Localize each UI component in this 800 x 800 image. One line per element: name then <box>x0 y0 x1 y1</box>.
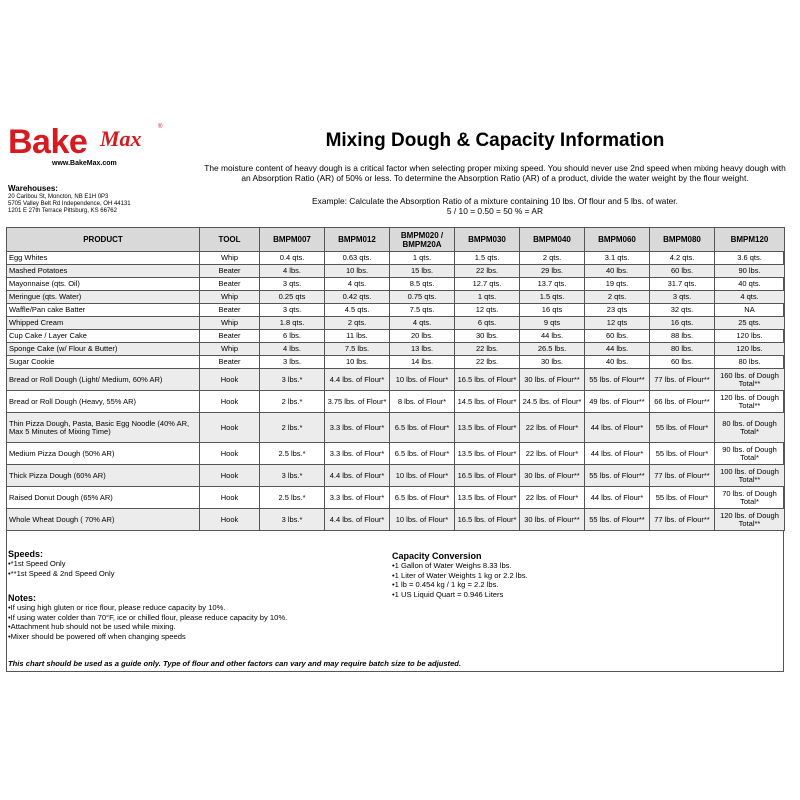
speed-item: •*1st Speed Only <box>8 559 66 568</box>
capacity-cell: 10 lbs. of Flour* <box>390 509 455 531</box>
product-cell: Sugar Cookie <box>7 356 200 369</box>
capacity-cell: 77 lbs. of Flour** <box>650 369 715 391</box>
capacity-cell: 6.5 lbs. of Flour* <box>390 487 455 509</box>
capacity-cell: 55 lbs. of Flour* <box>650 413 715 443</box>
note-item: •If using water colder than 70°F, ice or chilled flour, please reduce capacity by 10%. <box>8 612 288 622</box>
intro-text: The moisture content of heavy dough is a critical factor when selecting proper mixing speed. You should never use 2nd speed when mixing heavy dough with an Absorption Ratio (AR) of 50% or less. To determine the Absorption Ratio (AR) of a product, divide the water weight by the flour weight. <box>204 163 786 183</box>
table-row <box>7 291 785 304</box>
capacity-cell: 14 lbs. <box>390 356 455 369</box>
capacity-cell: 13.7 qts. <box>520 278 585 291</box>
logo-script: Max <box>100 126 142 151</box>
warehouse-line: 1201 E 27th Terrace Pittsburg, KS 66762 <box>8 208 117 214</box>
capacity-cell: 55 lbs. of Flour** <box>585 369 650 391</box>
capacity-cell: 44 lbs. <box>585 343 650 356</box>
tool-cell: Hook <box>200 413 260 443</box>
tool-cell: Hook <box>200 391 260 413</box>
capacity-cell: 100 lbs. of Dough Total** <box>715 465 785 487</box>
product-cell: Egg Whites <box>7 252 200 265</box>
capacity-cell: 3 lbs.* <box>260 465 325 487</box>
capacity-cell: 24.5 lbs. of Flour* <box>520 391 585 413</box>
capacity-cell: 2.5 lbs.* <box>260 443 325 465</box>
capacity-cell: 44 lbs. <box>520 330 585 343</box>
capacity-cell: 25 qts. <box>715 317 785 330</box>
capacity-cell: 30 lbs. of Flour** <box>520 369 585 391</box>
capacity-cell: 1.8 qts. <box>260 317 325 330</box>
tool-cell: Beater <box>200 278 260 291</box>
capacity-cell: 32 qts. <box>650 304 715 317</box>
note-item: •If using high gluten or rice flour, please reduce capacity by 10%. <box>8 603 226 612</box>
capacity-cell: 16 qts. <box>650 317 715 330</box>
example-line-1: Example: Calculate the Absorption Ratio of a mixture containing 10 lbs. Of flour and 5 lbs. of water. <box>312 196 678 206</box>
capacity-cell: 7.5 qts. <box>390 304 455 317</box>
capacity-cell: 6 qts. <box>455 317 520 330</box>
capacity-cell: 2 qts. <box>585 291 650 304</box>
capacity-cell: 9 qts <box>520 317 585 330</box>
column-header: BMPM080 <box>650 228 715 252</box>
capacity-cell: 3 qts. <box>260 304 325 317</box>
capacity-cell: 66 lbs. of Flour** <box>650 391 715 413</box>
capacity-cell: 70 lbs. of Dough Total* <box>715 487 785 509</box>
capacity-cell: 16 qts <box>520 304 585 317</box>
column-header: PRODUCT <box>7 228 200 252</box>
capacity-cell: 4.5 qts. <box>325 304 390 317</box>
column-header: BMPM020 / BMPM20A <box>390 228 455 252</box>
capacity-cell: 77 lbs. of Flour** <box>650 465 715 487</box>
capacity-cell: 44 lbs. of Flour* <box>585 413 650 443</box>
capacity-cell: 10 lbs. of Flour* <box>390 369 455 391</box>
column-header: BMPM030 <box>455 228 520 252</box>
capacity-cell: 7.5 lbs. <box>325 343 390 356</box>
capacity-cell: 40 lbs. <box>585 356 650 369</box>
table-row <box>7 413 785 443</box>
column-header: TOOL <box>200 228 260 252</box>
capacity-cell: 0.25 qts <box>260 291 325 304</box>
capacity-conversion-section <box>392 551 528 599</box>
capacity-cell: 2 qts. <box>325 317 390 330</box>
capacity-cell: 88 lbs. <box>650 330 715 343</box>
column-header: BMPM040 <box>520 228 585 252</box>
capacity-cell: 120 lbs. <box>715 330 785 343</box>
capacity-cell: 22 lbs. <box>455 356 520 369</box>
capacity-cell: 12.7 qts. <box>455 278 520 291</box>
table-row <box>7 443 785 465</box>
capacity-cell: 90 lbs. of Dough Total* <box>715 443 785 465</box>
capacity-cell: 10 lbs. of Flour* <box>390 465 455 487</box>
tool-cell: Hook <box>200 465 260 487</box>
capacity-cell: 0.4 qts. <box>260 252 325 265</box>
product-cell: Raised Donut Dough (65% AR) <box>7 487 200 509</box>
tool-cell: Hook <box>200 509 260 531</box>
notes-section <box>8 593 287 641</box>
capacity-cell: 3 lbs.* <box>260 509 325 531</box>
capacity-cell: 120 lbs. of Dough Total** <box>715 391 785 413</box>
capacity-cell: 44 lbs. of Flour* <box>585 443 650 465</box>
product-cell: Whipped Cream <box>7 317 200 330</box>
capacity-cell: 4 lbs. <box>260 265 325 278</box>
table-row <box>7 369 785 391</box>
capacity-cell: 6.5 lbs. of Flour* <box>390 413 455 443</box>
product-cell: Thick Pizza Dough (60% AR) <box>7 465 200 487</box>
product-cell: Bread or Roll Dough (Heavy, 55% AR) <box>7 391 200 413</box>
capacity-cell: 3.75 lbs. of Flour* <box>325 391 390 413</box>
capacity-cell: 1.5 qts. <box>455 252 520 265</box>
capacity-cell: 44 lbs. of Flour* <box>585 487 650 509</box>
capacity-cell: 60 lbs. <box>585 330 650 343</box>
speeds-title: Speeds: <box>8 549 44 559</box>
capacity-cell: 31.7 qts. <box>650 278 715 291</box>
capacity-cell: 16.5 lbs. of Flour* <box>455 369 520 391</box>
capacity-cell: 4.4 lbs. of Flour* <box>325 369 390 391</box>
capacity-cell: 2 lbs.* <box>260 391 325 413</box>
logo-url: www.BakeMax.com <box>52 160 117 167</box>
capacity-cell: 22 lbs. <box>455 265 520 278</box>
capacity-cell: 77 lbs. of Flour** <box>650 509 715 531</box>
capacity-cell: 15 lbs. <box>390 265 455 278</box>
capacity-cell: 19 qts. <box>585 278 650 291</box>
capacity-cell: 3.6 qts. <box>715 252 785 265</box>
warehouse-line: 20 Caribou St, Moncton, NB E1H 0P3 <box>8 194 109 200</box>
capacity-cell: 4.4 lbs. of Flour* <box>325 509 390 531</box>
capacity-cell: 22 lbs. of Flour* <box>520 413 585 443</box>
capacity-cell: 1.5 qts. <box>520 291 585 304</box>
tool-cell: Hook <box>200 369 260 391</box>
product-cell: Medium Pizza Dough (50% AR) <box>7 443 200 465</box>
disclaimer: This chart should be used as a guide only. Type of flour and other factors can vary and may require batch size to be adjusted. <box>8 659 462 668</box>
capacity-cell: 120 lbs. <box>715 343 785 356</box>
tool-cell: Whip <box>200 343 260 356</box>
capacity-cell: 4.4 lbs. of Flour* <box>325 465 390 487</box>
product-cell: Cup Cake / Layer Cake <box>7 330 200 343</box>
note-item: •Attachment hub should not be used while mixing. <box>8 622 176 631</box>
warehouses-title: Warehouses: <box>8 184 58 193</box>
capacity-cell: 13 lbs. <box>390 343 455 356</box>
capacity-cell: 12 qts. <box>455 304 520 317</box>
capacity-cell: 80 lbs. of Dough Total* <box>715 413 785 443</box>
capacity-table <box>6 227 785 531</box>
product-cell: Thin Pizza Dough, Pasta, Basic Egg Noodle (40% AR, Max 5 Minutes of Mixing Time) <box>7 413 200 443</box>
logo-trademark: ® <box>158 124 163 130</box>
capacity-cell: 49 lbs. of Flour** <box>585 391 650 413</box>
product-cell: Mashed Potatoes <box>7 265 200 278</box>
capacity-cell: 3.1 qts. <box>585 252 650 265</box>
capacity-cell: 55 lbs. of Flour* <box>650 487 715 509</box>
table-row <box>7 330 785 343</box>
conversion-item: •1 lb = 0.454 kg / 1 kg = 2.2 lbs. <box>392 580 499 589</box>
warehouse-line: 5705 Valley Belt Rd Independence, OH 44131 <box>8 201 131 207</box>
capacity-cell: 3.3 lbs. of Flour* <box>325 443 390 465</box>
capacity-cell: 4 qts. <box>715 291 785 304</box>
capacity-cell: 4 qts. <box>325 278 390 291</box>
example-line-2: 5 / 10 = 0.50 = 50 % = AR <box>446 206 544 216</box>
tool-cell: Beater <box>200 356 260 369</box>
table-row <box>7 487 785 509</box>
conversion-item: •1 Liter of Water Weights 1 kg or 2.2 lbs. <box>392 570 528 580</box>
tool-cell: Beater <box>200 330 260 343</box>
capacity-cell: 80 lbs. <box>715 356 785 369</box>
product-cell: Waffle/Pan cake Batter <box>7 304 200 317</box>
capacity-cell: 8 lbs. of Flour* <box>390 391 455 413</box>
capacity-cell: 13.5 lbs. of Flour* <box>455 413 520 443</box>
capacity-cell: 3 lbs.* <box>260 369 325 391</box>
column-header: BMPM012 <box>325 228 390 252</box>
product-cell: Meringue (qts. Water) <box>7 291 200 304</box>
capacity-cell: 40 lbs. <box>585 265 650 278</box>
product-cell: Mayonnaise (qts. Oil) <box>7 278 200 291</box>
conversion-item: •1 US Liquid Quart = 0.946 Liters <box>392 589 504 599</box>
capacity-cell: 6 lbs. <box>260 330 325 343</box>
table-row <box>7 252 785 265</box>
speeds-section <box>8 549 115 578</box>
capacity-cell: 16.5 lbs. of Flour* <box>455 509 520 531</box>
capacity-cell: 55 lbs. of Flour* <box>650 443 715 465</box>
table-row <box>7 509 785 531</box>
table-row <box>7 278 785 291</box>
capacity-cell: 8.5 qts. <box>390 278 455 291</box>
capacity-cell: 80 lbs. <box>650 343 715 356</box>
capacity-cell: 22 lbs. of Flour* <box>520 443 585 465</box>
capacity-cell: 22 lbs. of Flour* <box>520 487 585 509</box>
note-item: •Mixer should be powered off when changing speeds <box>8 631 186 641</box>
capacity-cell: NA <box>715 304 785 317</box>
tool-cell: Whip <box>200 291 260 304</box>
product-cell: Whole Wheat Dough ( 70% AR) <box>7 509 200 531</box>
tool-cell: Whip <box>200 317 260 330</box>
capacity-cell: 60 lbs. <box>650 356 715 369</box>
capacity-cell: 30 lbs. of Flour** <box>520 465 585 487</box>
capacity-cell: 22 lbs. <box>455 343 520 356</box>
capacity-cell: 13.5 lbs. of Flour* <box>455 487 520 509</box>
tool-cell: Beater <box>200 265 260 278</box>
capacity-cell: 12 qts <box>585 317 650 330</box>
capacity-cell: 13.5 lbs. of Flour* <box>455 443 520 465</box>
capacity-cell: 30 lbs. of Flour** <box>520 509 585 531</box>
capacity-cell: 30 lbs. <box>520 356 585 369</box>
table-row <box>7 465 785 487</box>
capacity-cell: 0.75 qts. <box>390 291 455 304</box>
capacity-cell: 55 lbs. of Flour** <box>585 509 650 531</box>
capacity-cell: 0.42 qts. <box>325 291 390 304</box>
conversion-title: Capacity Conversion <box>392 551 482 561</box>
speed-item: •**1st Speed & 2nd Speed Only <box>8 568 115 578</box>
capacity-cell: 0.63 qts. <box>325 252 390 265</box>
capacity-cell: 14.5 lbs. of Flour* <box>455 391 520 413</box>
tool-cell: Whip <box>200 252 260 265</box>
column-header: BMPM007 <box>260 228 325 252</box>
capacity-cell: 3 qts. <box>260 278 325 291</box>
table-row <box>7 304 785 317</box>
capacity-cell: 2 lbs.* <box>260 413 325 443</box>
notes-title: Notes: <box>8 593 37 603</box>
capacity-cell: 10 lbs. <box>325 265 390 278</box>
capacity-cell: 29 lbs. <box>520 265 585 278</box>
tool-cell: Hook <box>200 487 260 509</box>
product-cell: Bread or Roll Dough (Light/ Medium, 60% AR) <box>7 369 200 391</box>
capacity-cell: 60 lbs. <box>650 265 715 278</box>
capacity-cell: 4 qts. <box>390 317 455 330</box>
warehouses <box>8 184 131 215</box>
capacity-cell: 10 lbs. <box>325 356 390 369</box>
table-row <box>7 356 785 369</box>
logo-wordmark: Bake <box>8 123 88 161</box>
capacity-cell: 20 lbs. <box>390 330 455 343</box>
capacity-cell: 3.3 lbs. of Flour* <box>325 413 390 443</box>
capacity-cell: 120 lbs. of Dough Total** <box>715 509 785 531</box>
capacity-cell: 26.5 lbs. <box>520 343 585 356</box>
tool-cell: Beater <box>200 304 260 317</box>
capacity-cell: 3 lbs. <box>260 356 325 369</box>
conversion-item: •1 Gallon of Water Weighs 8.33 lbs. <box>392 561 512 570</box>
table-row <box>7 317 785 330</box>
capacity-cell: 11 lbs. <box>325 330 390 343</box>
column-header: BMPM120 <box>715 228 785 252</box>
capacity-cell: 4.2 qts. <box>650 252 715 265</box>
capacity-cell: 6.5 lbs. of Flour* <box>390 443 455 465</box>
capacity-cell: 40 qts. <box>715 278 785 291</box>
capacity-cell: 2.5 lbs.* <box>260 487 325 509</box>
capacity-cell: 160 lbs. of Dough Total** <box>715 369 785 391</box>
capacity-cell: 3 qts. <box>650 291 715 304</box>
tool-cell: Hook <box>200 443 260 465</box>
table-row <box>7 343 785 356</box>
page-title: Mixing Dough & Capacity Information <box>325 130 665 151</box>
capacity-cell: 55 lbs. of Flour** <box>585 465 650 487</box>
table-header-row <box>7 228 785 252</box>
capacity-cell: 1 qts. <box>390 252 455 265</box>
capacity-cell: 2 qts. <box>520 252 585 265</box>
capacity-cell: 16.5 lbs. of Flour* <box>455 465 520 487</box>
bakemax-logo <box>8 122 188 172</box>
capacity-cell: 3.3 lbs. of Flour* <box>325 487 390 509</box>
capacity-cell: 4 lbs. <box>260 343 325 356</box>
capacity-cell: 30 lbs. <box>455 330 520 343</box>
capacity-cell: 23 qts <box>585 304 650 317</box>
table-row <box>7 265 785 278</box>
capacity-cell: 90 lbs. <box>715 265 785 278</box>
column-header: BMPM060 <box>585 228 650 252</box>
example-text <box>200 196 790 216</box>
product-cell: Sponge Cake (w/ Flour & Butter) <box>7 343 200 356</box>
capacity-cell: 1 qts. <box>455 291 520 304</box>
table-row <box>7 391 785 413</box>
